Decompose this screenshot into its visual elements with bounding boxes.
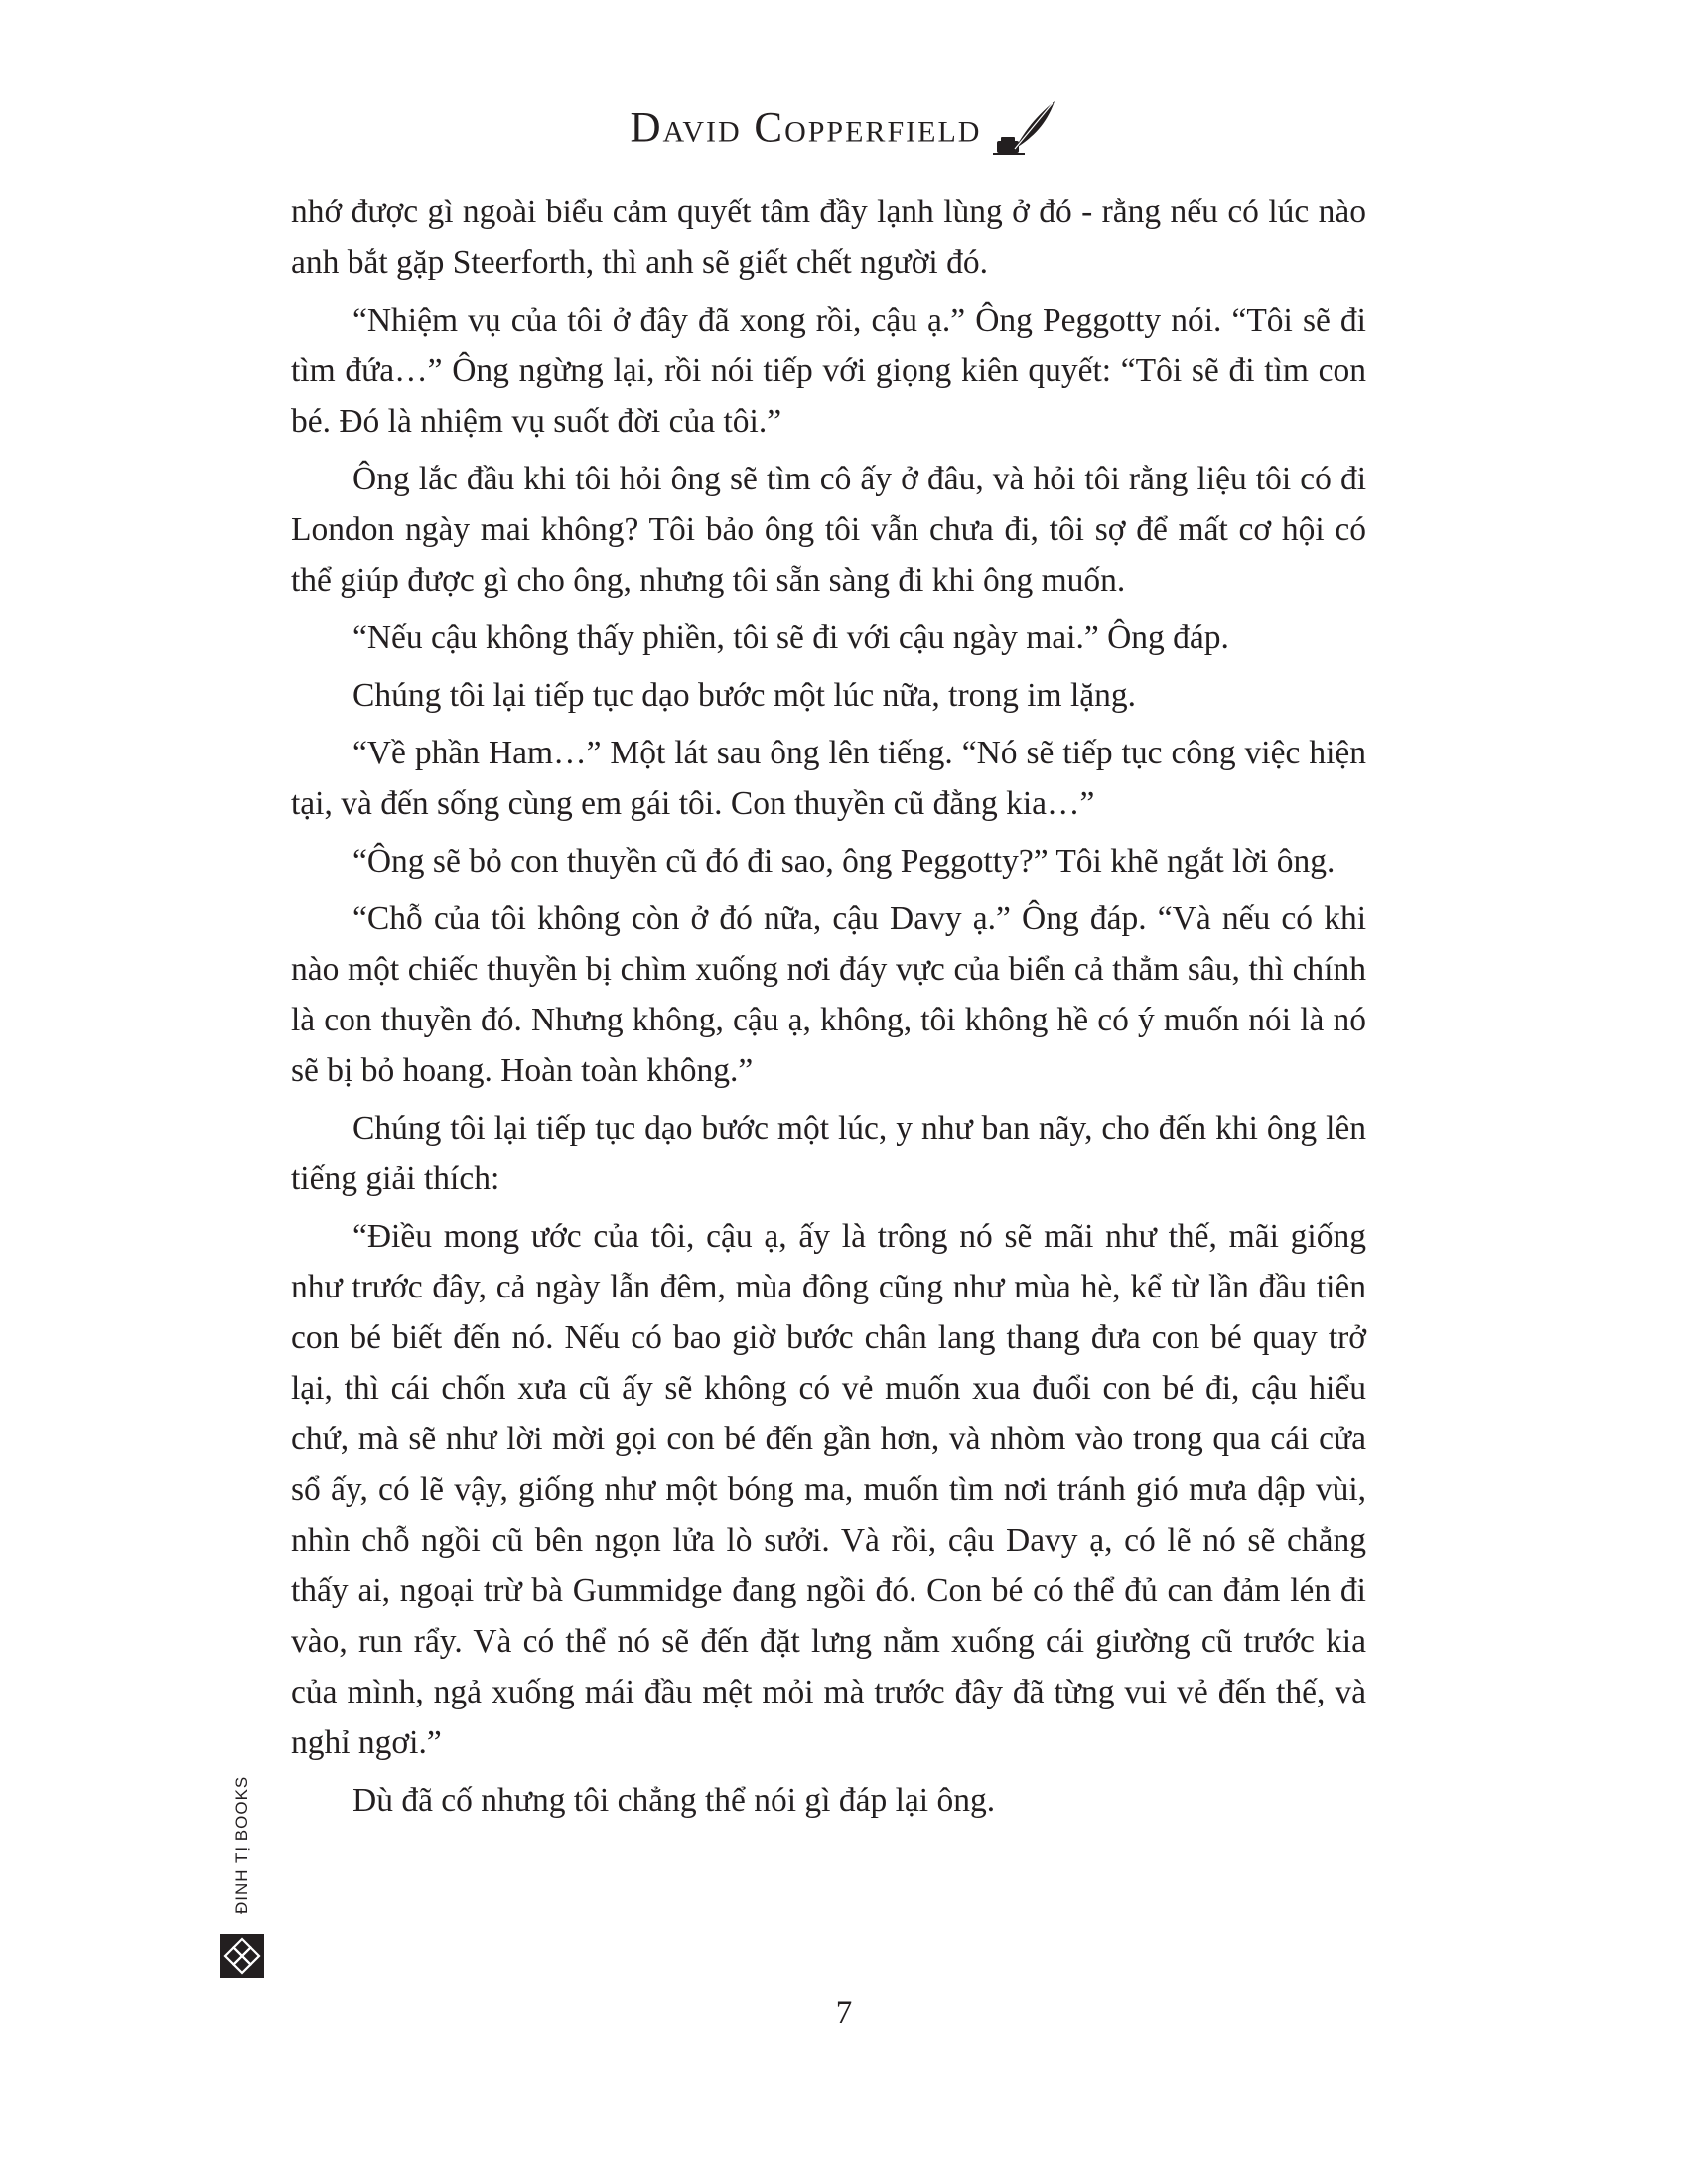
paragraph: “Về phần Ham…” Một lát sau ông lên tiếng. “Nó sẽ tiếp tục công việc hiện tại, và đến sống cùng em gái tôi. Con thuyền cũ đằng kia…”	[291, 735, 1366, 822]
page-number: 7	[835, 1995, 853, 2031]
paragraph: Dù đã cố nhưng tôi chẳng thể nói gì đáp lại ông.	[352, 1782, 996, 1819]
paragraph: Chúng tôi lại tiếp tục dạo bước một lúc, y như ban nãy, cho đến khi ông lên tiếng giải thích:	[291, 1110, 1366, 1197]
publisher-mark	[220, 1775, 270, 1985]
paragraph: “Chỗ của tôi không còn ở đó nữa, cậu Davy ạ.” Ông đáp. “Và nếu có khi nào một chiếc thuyền bị chìm xuống nơi đáy vực của biển cả thẳm sâu, thì chính là con thuyền đó. Nhưng không, cậu ạ, không, tôi không hề có ý muốn nói là nó sẽ bị bỏ hoang. Hoàn toàn không.”	[291, 900, 1366, 1089]
running-header	[0, 97, 1688, 157]
paragraph: “Nếu cậu không thấy phiền, tôi sẽ đi với cậu ngày mai.” Ông đáp.	[352, 619, 1229, 656]
body-text	[291, 187, 1366, 1826]
paragraph: nhớ được gì ngoài biểu cảm quyết tâm đầy lạnh lùng ở đó - rằng nếu có lúc nào anh bắt gặp Steerforth, thì anh sẽ giết chết người đó.	[291, 194, 1366, 281]
paragraph: “Ông sẽ bỏ con thuyền cũ đó đi sao, ông Peggotty?” Tôi khẽ ngắt lời ông.	[352, 843, 1336, 880]
dinh-ti-logo-icon	[220, 1934, 264, 1978]
paragraph: Chúng tôi lại tiếp tục dạo bước một lúc nữa, trong im lặng.	[352, 677, 1137, 714]
publisher-name: ĐINH TỊ BOOKS	[232, 1775, 251, 1914]
paragraph: Ông lắc đầu khi tôi hỏi ông sẽ tìm cô ấy ở đâu, và hỏi tôi rằng liệu tôi có đi London ngày mai không? Tôi bảo ông tôi vẫn chưa đi, tôi sợ để mất cơ hội có thể giúp được gì cho ông, nhưng tôi sẵn sàng đi khi ông muốn.	[291, 461, 1366, 599]
paragraph: “Điều mong ước của tôi, cậu ạ, ấy là trông nó sẽ mãi như thế, mãi giống như trước đây, cả ngày lẫn đêm, mùa đông cũng như mùa hè, kể từ lần đầu tiên con bé biết đến nó. Nếu có bao giờ bước chân lang thang đưa con bé quay trở lại, thì cái chốn xưa cũ ấy sẽ không có vẻ muốn xua đuổi con bé đi, cậu hiểu chứ, mà sẽ như lời mời gọi con bé đến gần hơn, và nhòm vào trong qua cái cửa sổ ấy, có lẽ vậy, giống như một bóng ma, muốn tìm nơi tránh gió mưa dập vùi, nhìn chỗ ngồi cũ bên ngọn lửa lò sưởi. Và rồi, cậu Davy ạ, có lẽ nó sẽ chẳng thấy ai, ngoại trừ bà Gummidge đang ngồi đó. Con bé có thể đủ can đảm lén đi vào, run rẩy. Và có thể nó sẽ đến đặt lưng nằm xuống cái giường cũ trước kia của mình, ngả xuống mái đầu mệt mỏi mà trước đây đã từng vui vẻ đến thế, và nghỉ ngơi.”	[291, 1218, 1366, 1761]
paragraph: “Nhiệm vụ của tôi ở đây đã xong rồi, cậu ạ.” Ông Peggotty nói. “Tôi sẽ đi tìm đứa…” Ông ngừng lại, rồi nói tiếp với giọng kiên quyết: “Tôi sẽ đi tìm con bé. Đó là nhiệm vụ suốt đời của tôi.”	[291, 302, 1366, 440]
book-title: David Copperfield	[630, 104, 982, 152]
quill-inkwell-icon	[993, 97, 1058, 159]
